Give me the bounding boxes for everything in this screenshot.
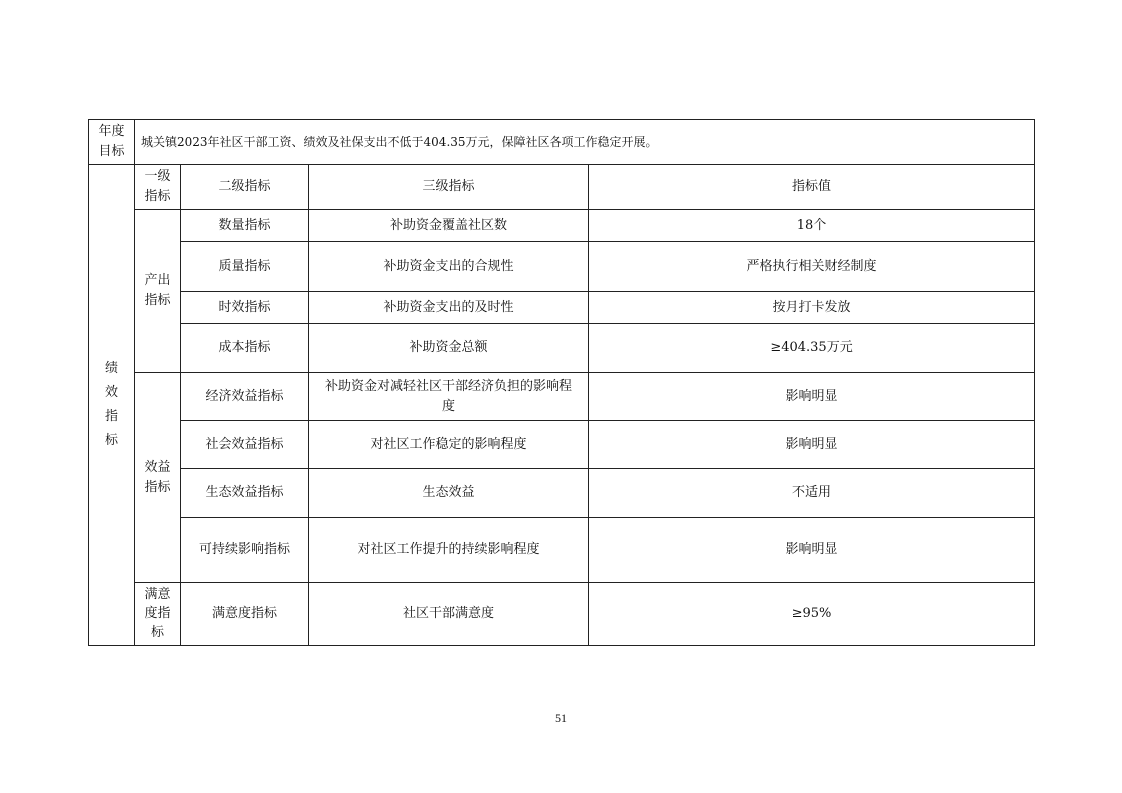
table-row [89,469,1035,518]
table-row [89,518,1035,583]
level2-cell: 满意度指标 [181,583,309,646]
header-level1: 一级指标 [135,165,181,210]
level2-cell: 时效指标 [181,292,309,324]
value-cell: 影响明显 [589,373,1035,421]
header-value: 指标值 [589,165,1035,210]
level2-cell: 生态效益指标 [181,469,309,518]
level2-cell: 社会效益指标 [181,421,309,469]
header-level2: 二级指标 [181,165,309,210]
table-row [89,421,1035,469]
value-cell: ≥95% [589,583,1035,646]
annual-goal-label-cell [89,120,135,165]
annual-goal-label: 年度目标 [98,124,125,159]
indicators-label: 绩效指标 [104,361,118,448]
annual-goal-row [89,120,1035,165]
value-cell: 严格执行相关财经制度 [589,242,1035,292]
level2-cell: 经济效益指标 [181,373,309,421]
benefit-label: 效益指标 [144,459,171,495]
table-row [89,242,1035,292]
satisfaction-label-cell [135,583,181,646]
annual-goal-text: 城关镇2023年社区干部工资、绩效及社保支出不低于404.35万元，保障社区各项工作稳定开展。 [135,120,1035,165]
level2-cell: 可持续影响指标 [181,518,309,583]
value-cell: ≥404.35万元 [589,324,1035,373]
level3-cell: 补助资金支出的合规性 [309,242,589,292]
level3-cell: 社区干部满意度 [309,583,589,646]
level3-cell: 对社区工作提升的持续影响程度 [309,518,589,583]
satisfaction-label: 满意度指标 [144,587,171,640]
level2-cell: 数量指标 [181,210,309,242]
level3-cell: 补助资金覆盖社区数 [309,210,589,242]
level2-cell: 质量指标 [181,242,309,292]
level3-cell: 生态效益 [309,469,589,518]
value-cell: 不适用 [589,469,1035,518]
value-cell: 18个 [589,210,1035,242]
value-cell: 影响明显 [589,518,1035,583]
table-row [89,583,1035,646]
value-cell: 影响明显 [589,421,1035,469]
level3-cell: 对社区工作稳定的影响程度 [309,421,589,469]
output-label: 产出指标 [144,273,171,308]
table-row [89,373,1035,421]
header-row [89,165,1035,210]
indicators-label-cell [89,165,135,646]
level3-cell: 补助资金对减轻社区干部经济负担的影响程度 [309,373,589,421]
level3-cell: 补助资金支出的及时性 [309,292,589,324]
header-level3: 三级指标 [309,165,589,210]
performance-goal-table [88,119,1035,646]
benefit-label-cell [135,373,181,583]
page-number: 51 [555,711,567,725]
table-row [89,210,1035,242]
level3-cell: 补助资金总额 [309,324,589,373]
value-cell: 按月打卡发放 [589,292,1035,324]
level2-cell: 成本指标 [181,324,309,373]
table-row [89,324,1035,373]
output-label-cell [135,210,181,373]
table-row [89,292,1035,324]
